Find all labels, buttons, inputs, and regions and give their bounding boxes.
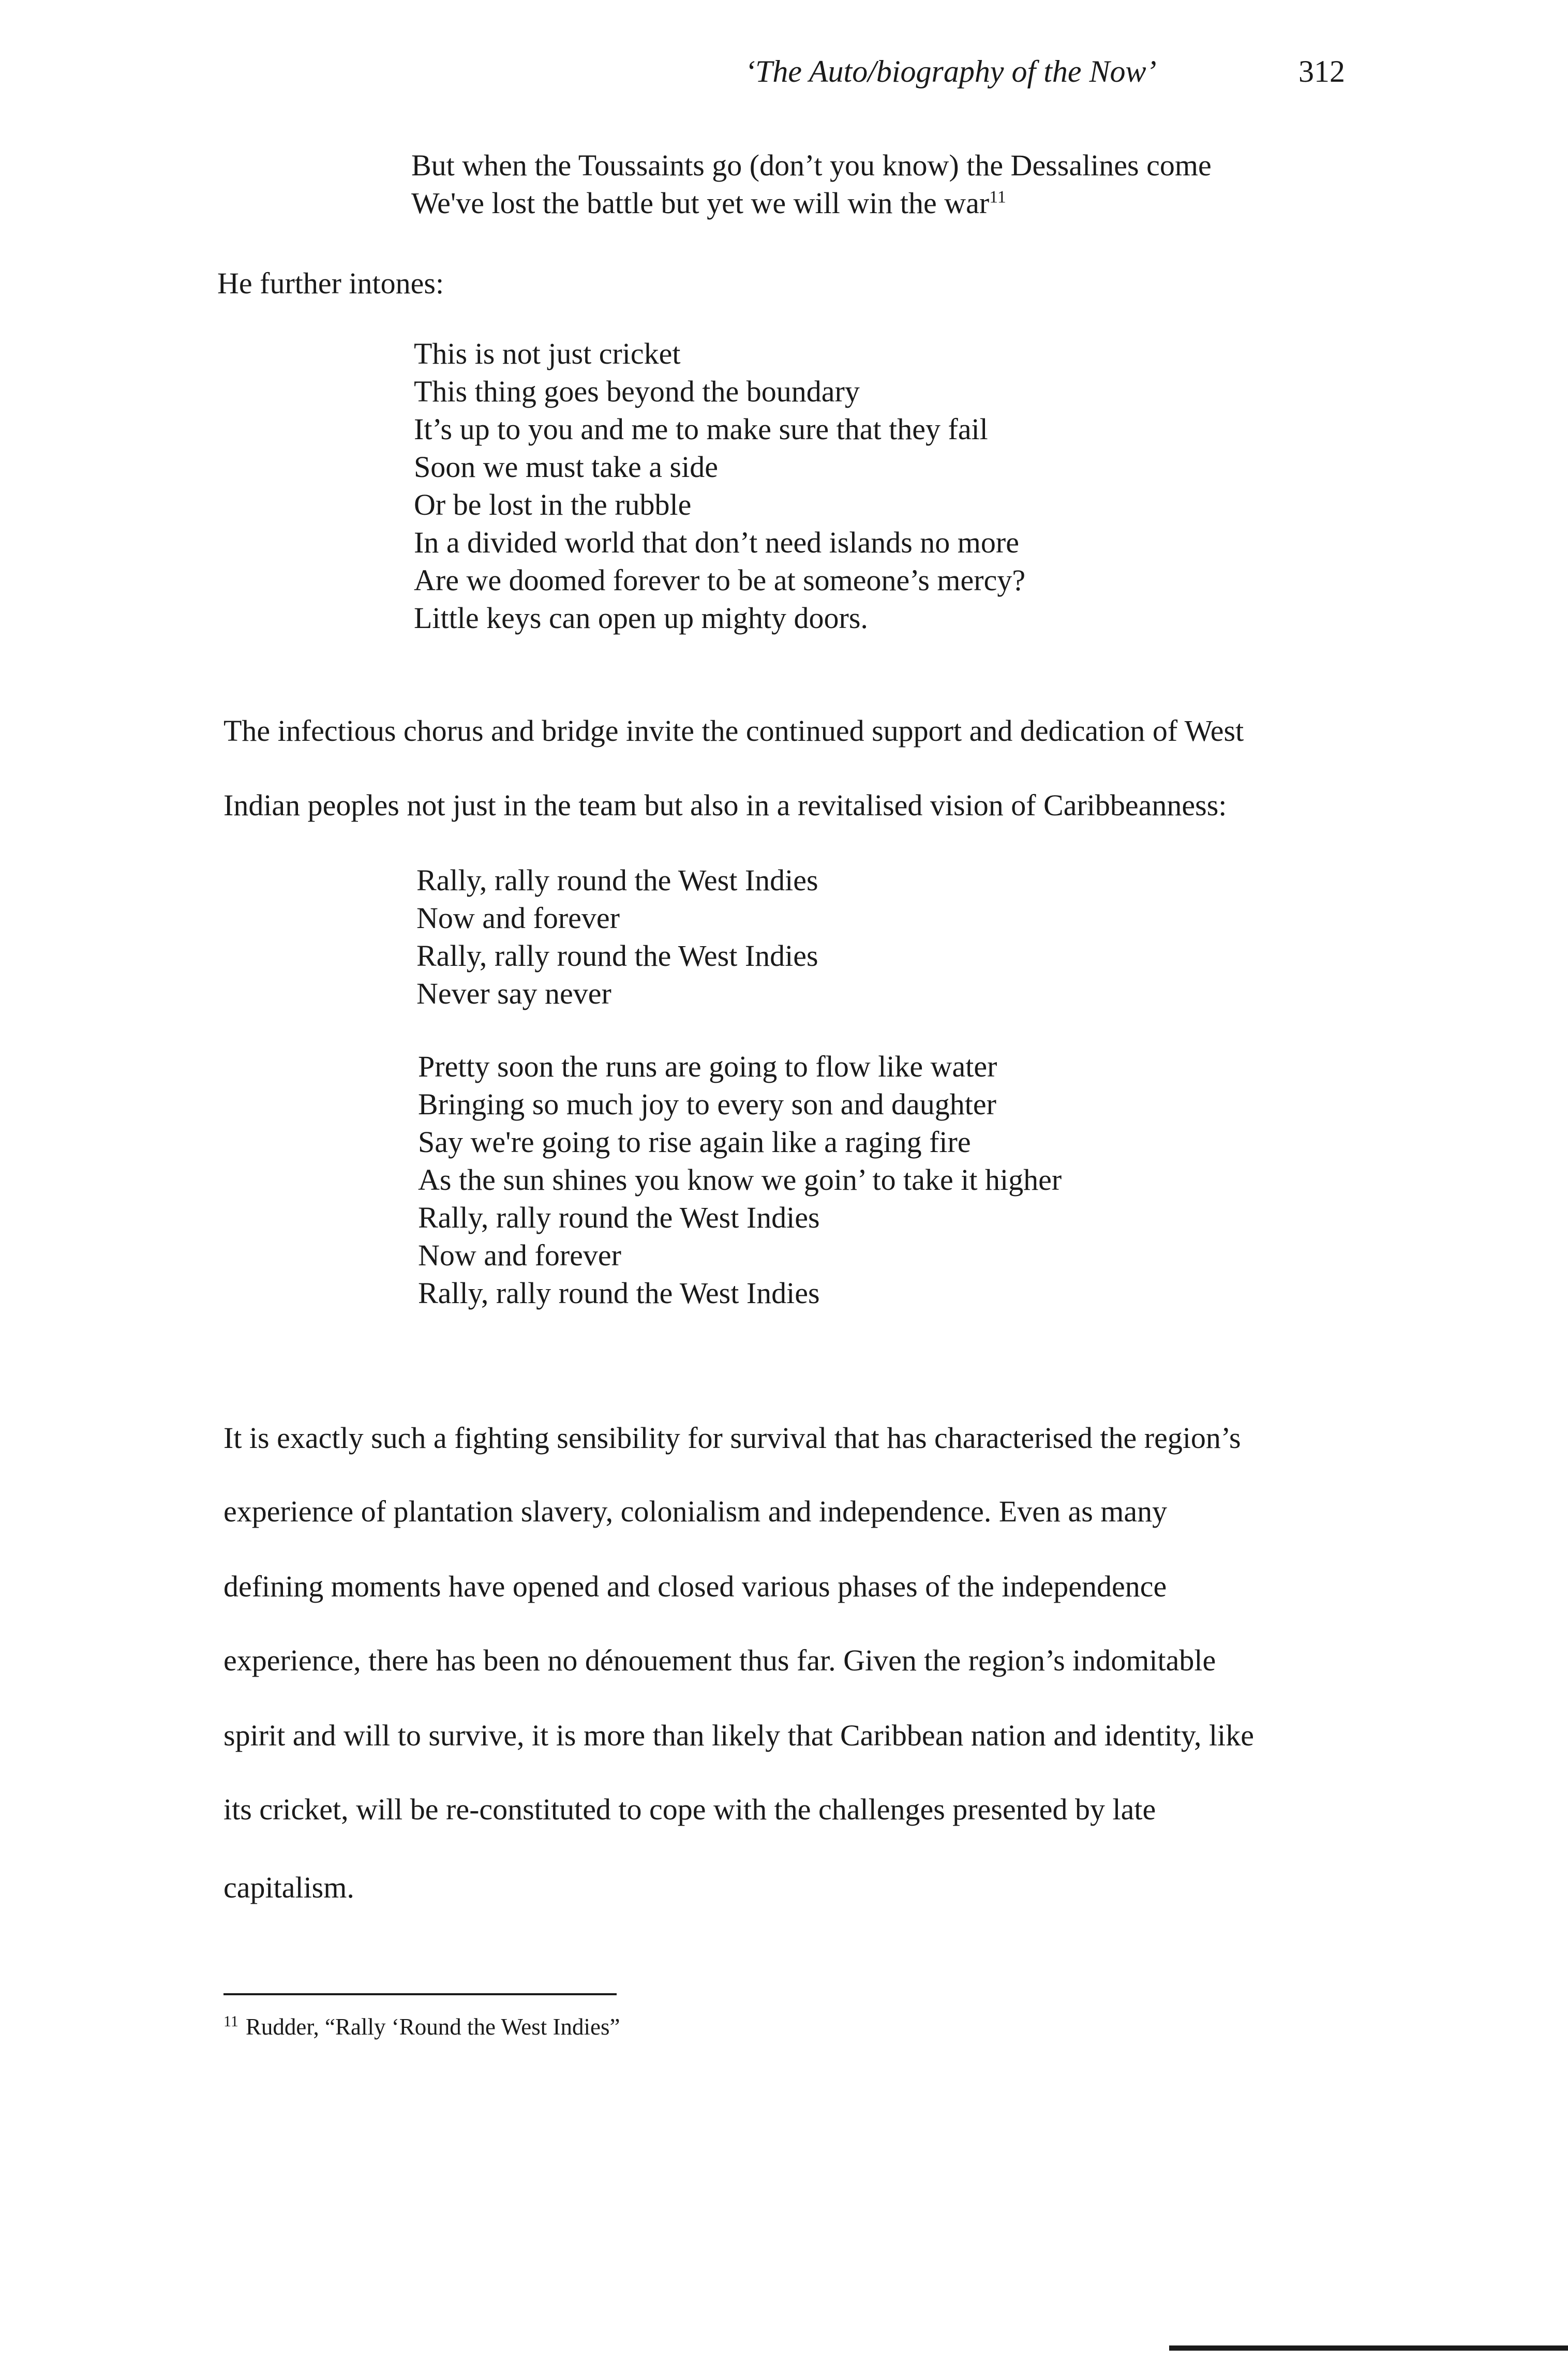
running-head bbox=[745, 51, 1345, 92]
verse-line: We've lost the battle but yet we will win the war$^{11}$ bbox=[411, 186, 1006, 220]
verse-block-1 bbox=[411, 146, 1212, 222]
verse-line: Soon we must take a side bbox=[414, 450, 718, 484]
running-title: ‘The Auto/biography of the Now’ bbox=[745, 54, 1157, 88]
verse-line: Rally, rally round the West Indies bbox=[416, 863, 818, 897]
verse-line: Pretty soon the runs are going to flow like water bbox=[418, 1050, 997, 1083]
verse-line: As the sun shines you know we goin’ to take it higher bbox=[418, 1163, 1062, 1197]
paragraph-line: Indian peoples not just in the team but also in a revitalised vision of Caribbeanness: bbox=[223, 788, 1227, 822]
paragraph-line: It is exactly such a fighting sensibility for survival that has characterised the region’s bbox=[223, 1421, 1241, 1455]
paragraph-line: defining moments have opened and closed various phases of the independence bbox=[223, 1570, 1167, 1603]
verse-line: Say we're going to rise again like a raging fire bbox=[418, 1125, 971, 1159]
paragraph-line: experience of plantation slavery, colonialism and independence. Even as many bbox=[223, 1495, 1168, 1528]
paragraph-line: experience, there has been no dénouement thus far. Given the region’s indomitable bbox=[223, 1643, 1216, 1677]
verse-line: But when the Toussaints go (don’t you know) the Dessalines come bbox=[411, 148, 1212, 182]
footnote-reference: 11 bbox=[989, 187, 1006, 207]
footnote bbox=[223, 2011, 620, 2042]
footnote-text: Rudder, “Rally ‘Round the West Indies” bbox=[245, 2014, 620, 2040]
verse-line: Rally, rally round the West Indies bbox=[418, 1201, 820, 1234]
paragraph-line: its cricket, will be re-constituted to cope with the challenges presented by late bbox=[223, 1792, 1156, 1826]
scan-edge-mark bbox=[1169, 2345, 1568, 2351]
paragraph-line: capitalism. bbox=[223, 1871, 354, 1904]
paragraph-line: spirit and will to survive, it is more than likely that Caribbean nation and identity, like bbox=[223, 1719, 1255, 1752]
chorus-block bbox=[416, 861, 818, 1012]
verse-line: Now and forever bbox=[416, 901, 620, 935]
verse-line: Rally, rally round the West Indies bbox=[416, 939, 818, 973]
verse-block-2 bbox=[414, 335, 1025, 637]
verse-line: In a divided world that don’t need islands no more bbox=[414, 526, 1019, 559]
footnote-rule bbox=[223, 1993, 617, 1995]
verse-line: Rally, rally round the West Indies bbox=[418, 1276, 820, 1310]
footnote-mark: 11 bbox=[223, 2013, 238, 2030]
verse-line: Now and forever bbox=[418, 1238, 621, 1272]
page-number: 312 bbox=[1298, 54, 1345, 88]
bridge-block bbox=[418, 1048, 1062, 1312]
verse-line: This is not just cricket bbox=[414, 337, 681, 370]
verse-line: Never say never bbox=[416, 977, 611, 1010]
verse-line: Bringing so much joy to every son and daughter bbox=[418, 1087, 996, 1121]
verse-line: It’s up to you and me to make sure that they fail bbox=[414, 412, 988, 446]
paragraph-line: The infectious chorus and bridge invite the continued support and dedication of West bbox=[223, 714, 1244, 748]
verse-line: This thing goes beyond the boundary bbox=[414, 375, 860, 408]
verse-line: Little keys can open up mighty doors. bbox=[414, 601, 868, 635]
verse-line: Are we doomed forever to be at someone’s mercy? bbox=[414, 563, 1026, 597]
intro-line: He further intones: bbox=[217, 266, 444, 300]
verse-line: Or be lost in the rubble bbox=[414, 488, 692, 521]
